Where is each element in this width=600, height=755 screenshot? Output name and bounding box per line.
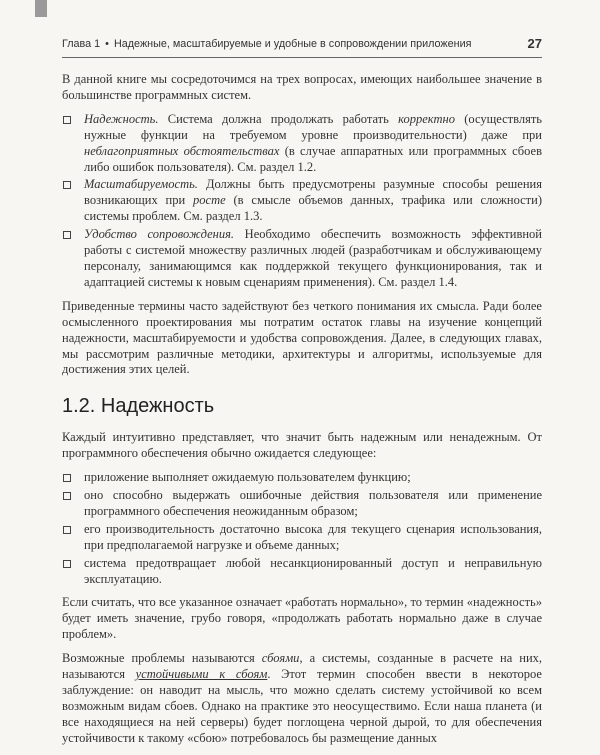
checkbox-bullet-icon [63,181,71,189]
list-text: (осуществлять нужные функции на требуемом уровне производительности) даже при [84,111,542,142]
checkbox-bullet-icon [63,560,71,568]
term-maintainability: Удобство сопровождения. [84,227,234,242]
running-header [62,38,542,50]
emphasis: корректно [398,111,455,126]
list-item [62,488,542,520]
page-body [62,72,542,755]
emphasis: росте [193,193,226,208]
list-text: (в смысле объемов данных, трафика или сложности) системы проблем. См. раздел 1.3. [84,193,542,224]
paragraph-text: . Этот термин способен ввести в некоторое заблуждение: он наводит на мысль, что можно сделать систему устойчивой ко всем возможным видам сбоев. Однако на практике это неосуществимо. Если наша планета (и все находящиеся на ней серверы) будет поглощена черной дырой, то для обеспечения устойчивости к такому «сбою» потребовалось бы размещение данных [62,667,542,745]
header-bullet: • [105,38,109,50]
list-text: (в случае аппаратных или программных сбоев либо ошибок пользователя). См. раздел 1.2. [84,143,542,174]
expectations-list [62,470,542,587]
list-text: система предотвращает любой несанкционированный доступ и неправильную эксплуатацию. [84,555,542,586]
list-item-maintainability [62,227,542,291]
quality-list [62,112,542,291]
page-number: 27 [527,36,542,51]
checkbox-bullet-icon [63,116,71,124]
list-item [62,470,542,486]
section-heading: 1.2. Надежность [62,395,215,418]
checkbox-bullet-icon [63,474,71,482]
emphasis-fault-tolerant: устойчивыми к сбоям [135,667,268,682]
paragraph-text: Возможные проблемы называются [62,651,262,666]
header-rule [62,57,542,58]
paragraph-expectations: Каждый интуитивно представляет, что значит быть надежным или ненадежным. От программного обеспечения обычно ожидается следующее: [62,430,542,461]
list-item [62,522,542,554]
term-scalability: Масштабируемость. [84,177,198,192]
chapter-title: Надежные, масштабируемые и удобные в сопровождении приложения [113,38,472,50]
checkbox-bullet-icon [63,526,71,534]
checkbox-bullet-icon [63,492,71,500]
list-item-scalability [62,177,542,225]
list-text: оно способно выдержать ошибочные действия пользователя или применение программного обеспечения неожиданным образом; [84,488,542,518]
paragraph-faults [62,651,542,746]
checkbox-bullet-icon [63,231,71,239]
chapter-label: Глава 1 [62,38,101,50]
list-text: его производительность достаточно высока для текущего сценария использования, при предполагаемой нагрузке и объеме данных; [84,521,542,552]
emphasis-faults: сбоями [261,651,300,666]
paragraph-terms: Приведенные термины часто задействуют без четкого понимания их смысла. Ради более осмысленного проектирования мы потратим остаток главы на изучение концепций надежности, масштабируемости и удобства сопровождения. Далее, в следующих главах, мы рассмотрим различные методики, архитектуры и алгоритмы, используемые для достижения этих целей. [62,298,542,377]
intro-paragraph: В данной книге мы сосредоточимся на трех вопросах, имеющих наибольшее значение в большинстве программных систем. [62,72,542,102]
emphasis: неблагоприятных обстоятельствах [84,143,280,158]
paragraph-working-normally: Если считать, что все указанное означает «работать нормально», то термин «надежность» будет иметь значение, грубо говоря, «продолжать работать нормально даже в случае проблем». [62,595,542,642]
paragraph-text: , а системы, созданные в расчете на них, называются [62,651,543,682]
list-item-reliability [62,112,542,176]
top-edge-mark [35,0,47,17]
list-text: Система должна продолжать работать [158,111,399,126]
list-text: Должны быть предусмотрены разумные способы решения возникающих при [84,177,542,208]
list-item [62,556,542,588]
term-reliability: Надежность. [84,111,159,126]
list-text: Необходимо обеспечить возможность эффективной работы с системой множеству различных людей (разработчикам и обслуживающему персоналу, занимающимся как поддержкой текущего функционирования, так и адаптацией системы к новым сценариям применения). См. раздел 1.4. [84,227,542,289]
list-text: приложение выполняет ожидаемую пользователем функцию; [84,470,411,485]
